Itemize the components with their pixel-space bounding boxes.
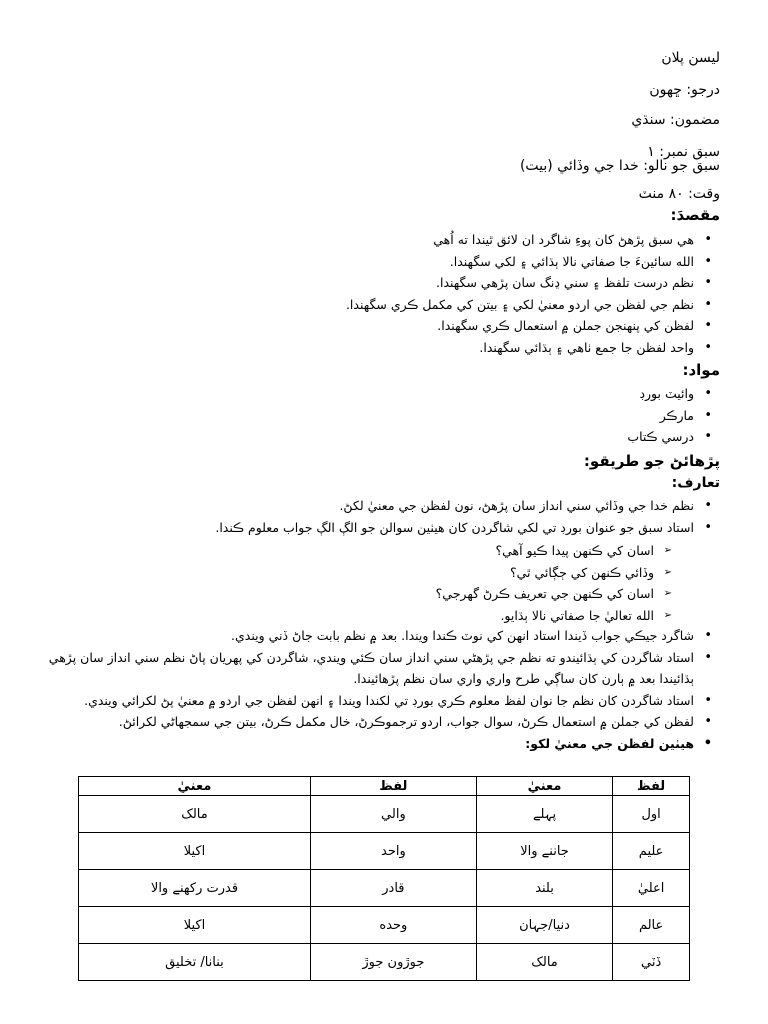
objective-item: • نظم جي لفظن جي اردو معنيٰ لکي ۽ بيتن کي مکمل ڪري سگهندا.	[346, 294, 716, 316]
meaning-cell: پہلے	[476, 796, 612, 833]
introduction-heading: تعارف:	[671, 475, 720, 491]
table-row	[79, 944, 690, 981]
table-row	[79, 870, 690, 907]
step-item: • استاد شاگردن کان نظم جا نوان لفظ معلوم ڪري بورڊ تي لکندا ويندا ۽ انهن لفظن جي اردو ۾ معنيٰ پڻ لکرائي ويندي.	[48, 690, 716, 712]
header-meaning: معنيٰ	[476, 777, 612, 796]
header-meaning: معنيٰ	[79, 777, 311, 796]
table-row	[79, 833, 690, 870]
table-row	[79, 796, 690, 833]
meaning-cell: بنانا/ تخلیق	[79, 944, 311, 981]
questions-list	[436, 540, 674, 626]
meaning-cell: مالک	[476, 944, 612, 981]
vocabulary-table	[78, 776, 690, 981]
time-line: وقت: ٨٠ منٽ	[638, 186, 720, 202]
word-cell: اول	[613, 796, 690, 833]
question-item: ➢ اسان کي ڪنهن جي تعريف ڪرڻ گهرجي؟	[436, 583, 674, 605]
question-item: ➢ وڏائي ڪنهن کي ڄڳائي ٿي؟	[436, 562, 674, 584]
vocab-instruction: • هيٺين لفظن جي معنيٰ لکو:	[48, 733, 716, 755]
word-cell: والي	[310, 796, 476, 833]
materials-heading: مواد:	[682, 361, 720, 379]
material-item: • وائيٽ بورڊ	[627, 383, 716, 405]
introduction-item: • استاد سبق جو عنوان بورڊ تي لکي شاگردن کان هيٺين سوالن جو الڳ الڳ جواب معلوم ڪندا.	[215, 517, 716, 539]
word-cell: وحده	[310, 907, 476, 944]
header-word: لفظ	[310, 777, 476, 796]
steps-list	[48, 625, 716, 754]
word-cell: ڏٽي	[613, 944, 690, 981]
step-item: • لفظن کي جملن ۾ استعمال ڪرڻ، سوال جواب، اردو ترجموڪرڻ، خال مکمل ڪرڻ، بيتن جي سمجهاڻي لکرائڻ.	[48, 711, 716, 733]
material-item: • مارڪر	[627, 405, 716, 427]
meaning-cell: بلند	[476, 870, 612, 907]
step-item: • استاد شاگردن کي ٻڌائيندو ته نظم جي پڙهڻي سني انداز سان ڪئي ويندي، شاگردن کي پهريان پاڻ نظم سني انداز سان پڙهي ٻڌائيندا بعد ۾ ٻارن کان ساڳي طرح واري واري سان نظم پڙهائيندا.	[48, 647, 716, 690]
method-heading: پڙهائڻ جو طريقو:	[583, 452, 720, 470]
objective-item: • لفظن کي پنهنجن جملن ۾ استعمال ڪري سگهندا.	[346, 315, 716, 337]
objective-item: • نظم درست تلفظ ۽ سني ڍنگ سان پڙهي سگهندا.	[346, 272, 716, 294]
meaning-cell: قدرت رکھنے والا	[79, 870, 311, 907]
question-item: ➢ اسان کي ڪنهن پيدا ڪيو آهي؟	[436, 540, 674, 562]
word-cell: عالم	[613, 907, 690, 944]
objective-item: • الله سائينءَ جا صفاتي نالا ٻڌائي ۽ لکي سگهندا.	[346, 251, 716, 273]
meaning-cell: مالک	[79, 796, 311, 833]
grade-line: درجو: ڇهون	[649, 82, 720, 98]
objective-item: • هي سبق پڙهڻ کان پوءِ شاگرد ان لائق ٿيندا ته اُهي	[346, 229, 716, 251]
table-row	[79, 907, 690, 944]
introduction-item: • نظم خدا جي وڏائي سني انداز سان پڙهڻ، نون لفظن جي معنيٰ لکڻ.	[215, 495, 716, 517]
objectives-list	[346, 229, 716, 358]
meaning-cell: اکیلا	[79, 907, 311, 944]
introduction-list	[215, 495, 716, 538]
word-cell: اعليٰ	[613, 870, 690, 907]
meaning-cell: جاننے والا	[476, 833, 612, 870]
question-item: ➢ الله تعاليٰ جا صفاتي نالا ٻڌايو.	[436, 605, 674, 627]
objectives-heading: مقصدَ:	[670, 206, 720, 224]
material-item: • درسي ڪتاب	[627, 426, 716, 448]
meaning-cell: دنیا/جہان	[476, 907, 612, 944]
header-word: لفظ	[613, 777, 690, 796]
lesson-number-line: سبق نمبر: ١	[647, 144, 720, 160]
word-cell: قادر	[310, 870, 476, 907]
word-cell: جوڙون جوڙ	[310, 944, 476, 981]
meaning-cell: اکیلا	[79, 833, 311, 870]
objective-item: • واحد لفظن جا جمع ٺاهي ۽ ٻڌائي سگهندا.	[346, 337, 716, 359]
materials-list	[627, 383, 716, 448]
lesson-name-line: سبق جو نالو: خدا جي وڏائي (بيت)	[519, 158, 720, 174]
step-item: • شاگرد جيڪي جواب ڏيندا استاد انهن کي نوٽ ڪندا ويندا. بعد ۾ نظم بابت جاڻ ڏني ويندي.	[48, 625, 716, 647]
subject-line: مضمون: سنڌي	[631, 112, 720, 128]
document-title: ليسن پلان	[661, 50, 720, 66]
word-cell: عليم	[613, 833, 690, 870]
table-header-row	[79, 777, 690, 796]
word-cell: واحد	[310, 833, 476, 870]
